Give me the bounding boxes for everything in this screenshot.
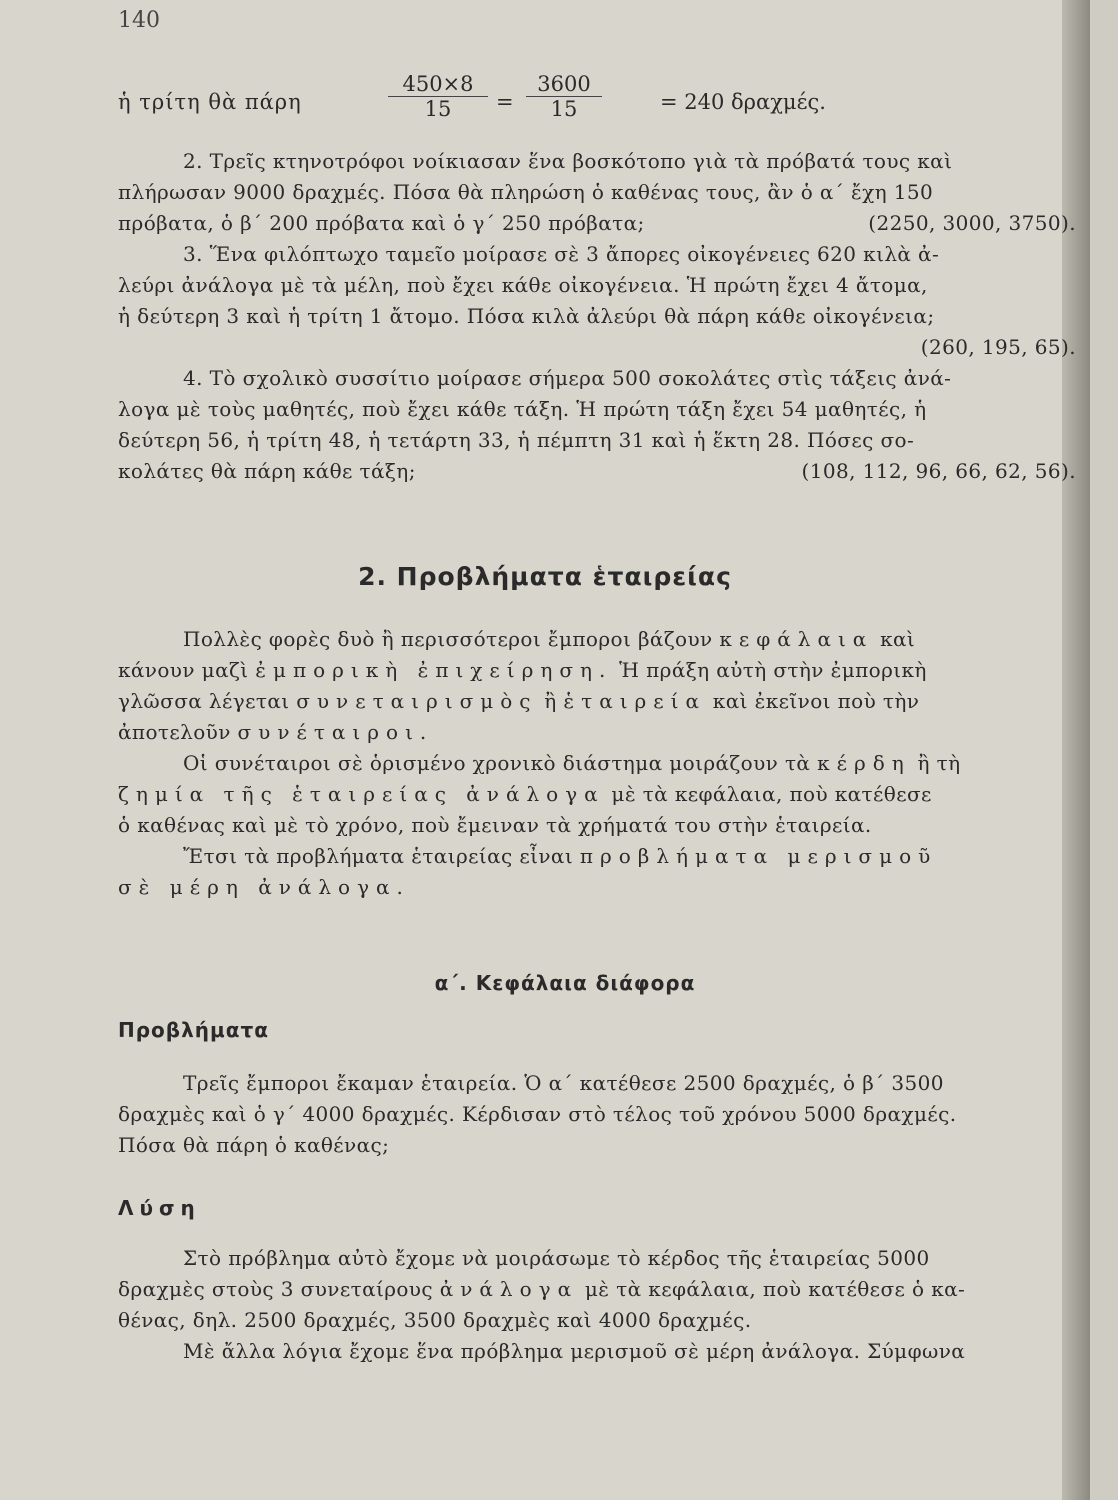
solution-text-run: μὲ τὰ κεφάλαια, ποὺ κατέθεσε ὁ κα- [584,1277,966,1301]
page-number: 140 [118,8,160,33]
intro-line-7: ὁ καθένας καὶ μὲ τὸ χρόνο, ποὺ ἔμειναν τὰ χρήματά του στὴν ἑταιρεία. [118,813,872,837]
exercise-3-answer: (260, 195, 65). [920,335,1076,359]
subsection-title: α΄. Κεφάλαια διάφορα [434,971,696,995]
solution-line-1: Στὸ πρόβλημα αὐτὸ ἔχομε νὰ μοιράσωμε τὸ κέρδος τῆς ἑταιρείας 5000 [183,1246,930,1270]
fraction-2 [526,72,602,121]
problem-line-1: Τρεῖς ἔμποροι ἔκαμαν ἑταιρεία. Ὁ α΄ κατέθεσε 2500 δραχμές, ὁ β΄ 3500 [183,1071,944,1095]
solution-line-4: Μὲ ἄλλα λόγια ἔχομε ἕνα πρόβλημα μερισμοῦ σὲ μέρη ἀνάλογα. Σύμφωνα [183,1339,966,1363]
intro-line-4 [118,717,1088,748]
exercise-list [118,146,1088,487]
exercise-2-line-3 [118,208,1088,239]
intro-text-run: Ἡ πράξη αὐτὴ στὴν ἐμπορικὴ [619,658,927,682]
spaced-term-kefalaia: κεφάλαια [719,627,874,651]
solution-heading: Λύση [118,1196,201,1220]
spaced-term-zimia: ζημία τῆς ἑταιρείας ἀνάλογα [118,782,605,806]
fraction-1-numerator: 450×8 [388,72,488,97]
intro-line-1 [118,624,1088,655]
intro-text-run: ἢ τὴ [917,751,961,775]
spaced-term-provlimata-merismou: προβλήματα μερισμοῦ [579,844,938,868]
exercise-4-line-1: 4. Τὸ σχολικὸ συσσίτιο μοίρασε σήμερα 500 σοκολάτες στὶς τάξεις ἀνά- [183,366,952,390]
exercise-4-answer: (108, 112, 96, 66, 62, 56). [801,459,1076,483]
fraction-1 [388,72,488,121]
solution-line-3: θένας, δηλ. 2500 δραχμές, 3500 δραχμὲς καὶ 4000 δραχμές. [118,1308,752,1332]
fraction-equation [0,70,1090,150]
intro-text-run: Ἔτσι τὰ προβλήματα ἑταιρείας εἶναι [183,844,574,868]
spaced-term-kerdi: κέρδη [817,751,911,775]
exercise-3-line-2: λεύρι ἀνάλογα μὲ τὰ μέλη, ποὺ ἔχει κάθε οἰκογένεια. Ἡ πρώτη ἔχει 4 ἄτομα, [118,273,928,297]
intro-text-run: γλῶσσα λέγεται [118,689,290,713]
exercise-2-line-2: πλήρωσαν 9000 δραχμές. Πόσα θὰ πληρώση ὁ καθένας τους, ἂν ὁ α΄ ἔχη 150 [118,180,934,204]
fraction-result: = 240 δραχμές. [660,90,826,114]
spaced-term-etaireia: ἑταιρεία [563,689,707,713]
intro-text-run: καὶ [880,627,916,651]
problems-heading: Προβλήματα [118,1018,269,1042]
exercise-2-answer: (2250, 3000, 3750). [868,211,1076,235]
intro-line-9: σὲ μέρη ἀνάλογα. [118,875,410,899]
fraction-1-denominator: 15 [424,97,452,121]
section-title: 2. Προβλήματα ἑταιρείας [358,562,732,591]
intro-text-run: κάνουν μαζὶ [118,658,249,682]
exercise-3-line-3: ἡ δεύτερη 3 καὶ ἡ τρίτη 1 ἄτομο. Πόσα κιλὰ ἀλεύρι θὰ πάρη κάθε οἰκογένεια; [118,304,935,328]
intro-text-run: Πολλὲς φορὲς δυὸ ἢ περισσότεροι ἔμποροι βάζουν [183,627,713,651]
solution-text [118,1243,1088,1367]
fraction-label: ἡ τρίτη θὰ πάρη [118,90,302,114]
intro-text-run: Οἱ συνέταιροι σὲ ὁρισμένο χρονικὸ διάστημα μοιράζουν τὰ [183,751,811,775]
fraction-2-numerator: 3600 [526,72,602,97]
solution-text-run: δραχμὲς στοὺς 3 συνεταίρους [118,1277,433,1301]
exercise-4-line-2: λογα μὲ τοὺς μαθητές, ποὺ ἔχει κάθε τάξη. Ἡ πρώτη τάξη ἔχει 54 μαθητές, ἡ [118,397,927,421]
problem-text [118,1068,1088,1161]
intro-line-2 [118,655,1088,686]
spaced-term-analoga: ἀνάλογα [439,1277,579,1301]
intro-text-run: ἢ [544,689,557,713]
intro-text-run: μὲ τὰ κεφάλαια, ποὺ κατέθεσε [611,782,932,806]
intro-text [118,624,1088,903]
exercise-4-line-4 [118,456,1088,487]
intro-line-3 [118,686,1088,717]
spaced-term-epixeirisi: ἐμπορικὴ ἐπιχείρηση. [255,658,613,682]
fraction-2-denominator: 15 [550,97,578,121]
intro-line-5 [118,748,1088,779]
exercise-2-line-1: 2. Τρεῖς κτηνοτρόφοι νοίκιασαν ἕνα βοσκότοπο γιὰ τὰ πρόβατά τους καὶ [183,149,953,173]
intro-text-run: ἀποτελοῦν [118,720,231,744]
intro-text-run: καὶ ἐκεῖνοι ποὺ τὴν [712,689,920,713]
exercise-4-text: κολάτες θὰ πάρη κάθε τάξη; [118,459,416,483]
spaced-term-synetairismos: συνεταιρισμὸς [296,689,538,713]
equals-sign: = [496,90,514,114]
problem-line-2: δραχμὲς καὶ ὁ γ΄ 4000 δραχμές. Κέρδισαν στὸ τέλος τοῦ χρόνου 5000 δραχμές. [118,1102,957,1126]
problem-line-3: Πόσα θὰ πάρη ὁ καθένας; [118,1133,390,1157]
exercise-4-line-3: δεύτερη 56, ἡ τρίτη 48, ἡ τετάρτη 33, ἡ πέμπτη 31 καὶ ἡ ἕκτη 28. Πόσες σο- [118,428,915,452]
spaced-term-synetairoi: συνέταιροι. [237,720,434,744]
exercise-2-text: πρόβατα, ὁ β΄ 200 πρόβατα καὶ ὁ γ΄ 250 πρόβατα; [118,211,645,235]
exercise-3-line-1: 3. Ἕνα φιλόπτωχο ταμεῖο μοίρασε σὲ 3 ἄπορες οἰκογένειες 620 κιλὰ ἀ- [183,242,940,266]
intro-line-6 [118,779,1088,810]
solution-line-2 [118,1274,1088,1305]
intro-line-8 [118,841,1088,872]
